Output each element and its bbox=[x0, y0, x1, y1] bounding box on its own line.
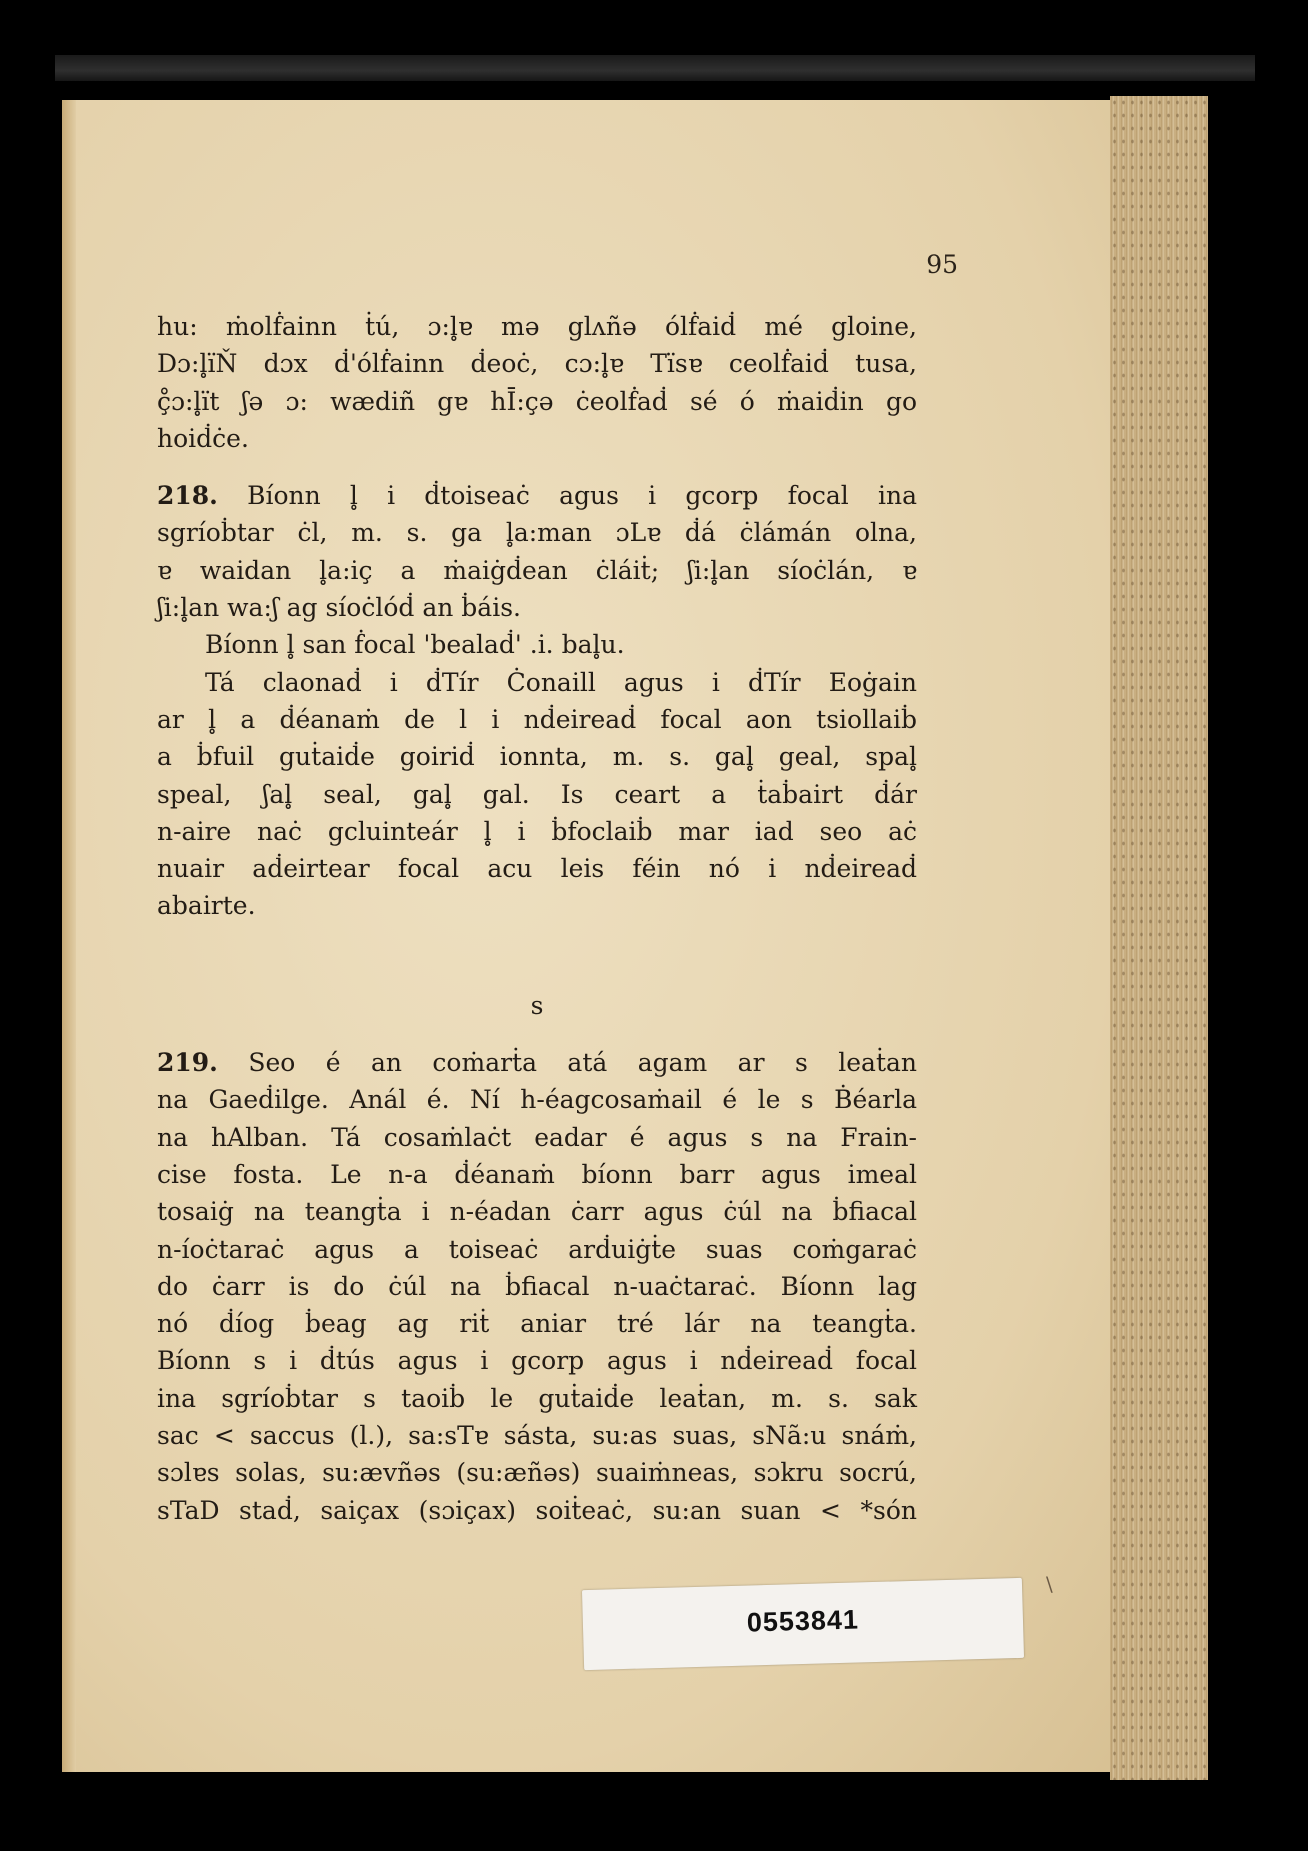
body-text bbox=[157, 308, 917, 1529]
text-line: sɔlɐs solas, su:ævñəs (su:æñəs) suaiṁneas, sɔkru socrú, bbox=[157, 1458, 917, 1488]
page-gutter-edge bbox=[62, 100, 76, 1772]
paragraph-number: 218. bbox=[157, 481, 218, 511]
text-line: Tá claonaḋ i ḋTír Ċonaill agus i ḋTír Eoġain bbox=[205, 667, 917, 697]
text-line: na hAlban. Tá cosaṁlaċt eadar é agus s na Frain- bbox=[157, 1122, 917, 1152]
text-line bbox=[157, 1044, 917, 1081]
text-line: nó ḋíog ḃeag ag riṫ aniar tré lár na teangṫa. bbox=[157, 1309, 917, 1339]
paragraph-gap bbox=[157, 457, 917, 477]
text-line: sTaD staḋ, saiçax (sɔiçax) soiṫeaċ, su:an suan < *són bbox=[157, 1495, 917, 1525]
library-id-number: 0553841 bbox=[746, 1604, 860, 1638]
text-line: cise fosta. Le n-a ḋéanaṁ bíonn barr agus imeal bbox=[157, 1159, 917, 1189]
scanner-top-edge bbox=[55, 55, 1255, 81]
fore-edge-speckles bbox=[1110, 96, 1208, 1780]
text-line: abairte. bbox=[157, 891, 256, 921]
text-line: ʃi:l̥an wa:ʃ ag síoċlóḋ an ḃáis. bbox=[157, 593, 521, 623]
text-line: tosaiġ na teangṫa i n-éadan ċarr agus ċúl na ḃfiacal bbox=[157, 1197, 917, 1227]
text-line: Bíonn l̥ san ḟocal 'bealaḋ' .i. bal̥u. bbox=[205, 630, 625, 660]
text-line: sgríoḃtar ċl, m. s. ga l̥a:man ɔLɐ ḋá ċlámán olna, bbox=[157, 518, 917, 548]
line-text: Seo é an coṁarṫa atá agam ar s leaṫan bbox=[248, 1048, 917, 1078]
text-line: ç̊ɔ:l̥ït ʃə ɔ: wædiñ gɐ hĪ:çə ċeolḟaḋ sé ó ṁaiḋin go bbox=[157, 386, 917, 416]
text-line: na Gaeḋilge. Anál é. Ní h-éagcosaṁail é le s Ḃéarla bbox=[157, 1085, 917, 1115]
text-line: ɐ waidan l̥a:iç a ṁaiġḋean ċláiṫ; ʃi:l̥an síoċlán, ɐ bbox=[157, 555, 917, 585]
text-line: hoiḋċe. bbox=[157, 423, 249, 453]
text-line: hu: ṁolḟainn ṫú, ɔ:l̥ɐ mə glʌñə ólḟaiḋ mé gloine, bbox=[157, 312, 917, 341]
text-line: ina sgríoḃtar s taoiḃ le guṫaiḋe leaṫan, m. s. sak bbox=[157, 1383, 917, 1413]
text-line: Bíonn s i ḋtús agus i gcorp agus i nḋeireaḋ focal bbox=[157, 1346, 917, 1376]
text-line: ar l̥ a ḋéanaṁ de l i nḋeireaḋ focal aon tsiollaiḃ bbox=[157, 704, 917, 734]
paragraph-number: 219. bbox=[157, 1048, 218, 1078]
text-line: nuair aḋeirtear focal acu leis féin nó i nḋeireaḋ bbox=[157, 854, 917, 884]
page-number: 95 bbox=[926, 250, 958, 279]
text-line: n-íoċtaraċ agus a toiseaċ arḋuiġṫe suas coṁgaraċ bbox=[157, 1234, 917, 1264]
text-line: sac < saccus (l.), sa:sTɐ sásta, su:as suas, sNã:u snáṁ, bbox=[157, 1421, 917, 1451]
text-line bbox=[157, 477, 917, 514]
text-line: Dɔ:l̥ïŇ dɔx ḋ'ólḟainn ḋeoċ, cɔ:l̥ɐ Tïsɐ ceolḟaiḋ tusa, bbox=[157, 349, 917, 379]
barcode-label bbox=[582, 1578, 1024, 1670]
text-line: n-aire naċ gcluinteár l̥ i ḃfoclaiḃ mar iad seo aċ bbox=[157, 816, 917, 846]
margin-mark: \ bbox=[1046, 1572, 1053, 1596]
text-line: do ċarr is do ċúl na ḃfiacal n-uaċtaraċ. Bíonn lag bbox=[157, 1271, 917, 1301]
text-line: speal, ʃal̥ seal, gal̥ gal. Is ceart a ṫaḃairt ḋár bbox=[157, 779, 917, 809]
section-heading: s bbox=[530, 990, 544, 1020]
line-text: Bíonn l̥ i ḋtoiseaċ agus i gcorp focal ina bbox=[247, 481, 917, 511]
text-line: a ḃfuil guṫaiḋe goiriḋ ionnta, m. s. gal̥ geal, spal̥ bbox=[157, 742, 917, 772]
